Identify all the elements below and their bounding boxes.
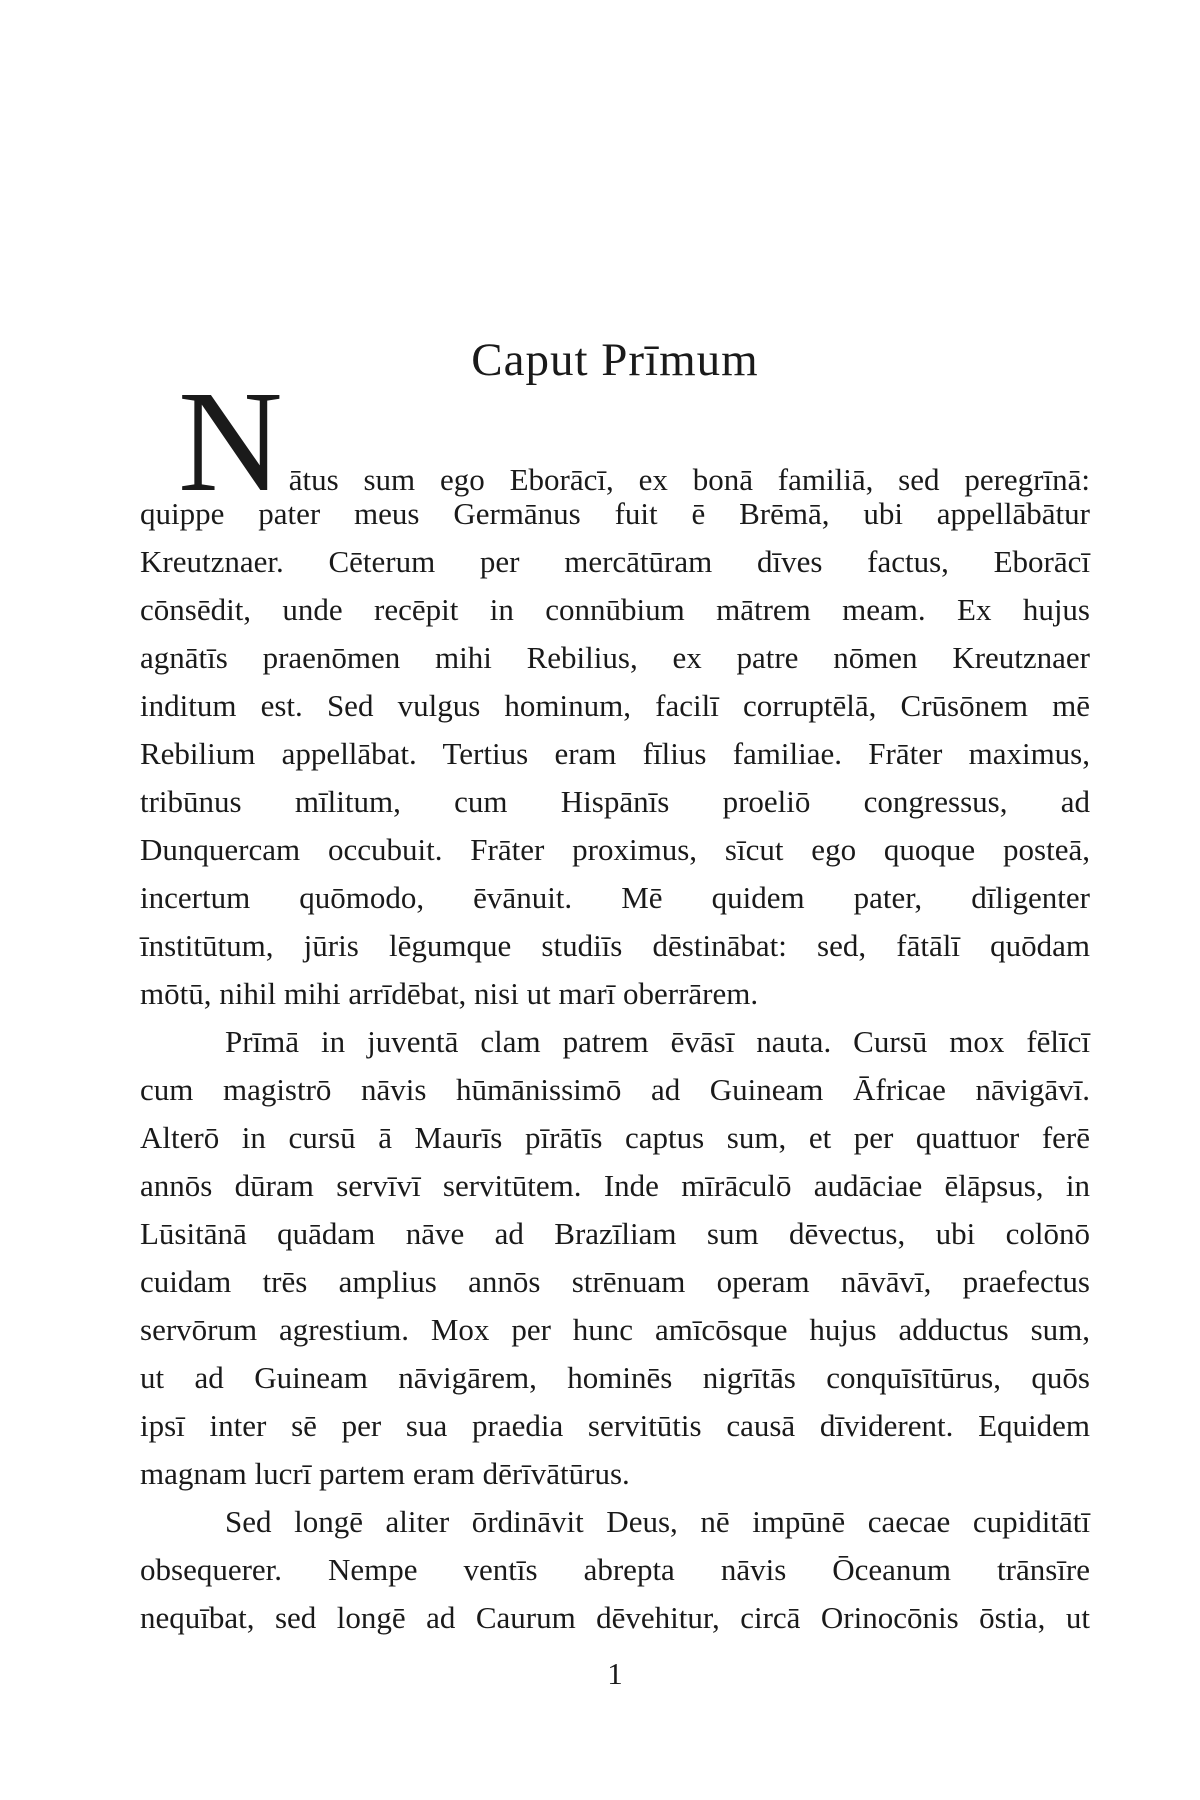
text-line: cuidam trēs amplius annōs strēnuam operam nāvāvī, praefectus — [140, 1264, 1090, 1299]
page-number: 1 — [607, 1656, 623, 1691]
text-line: nequībat, sed longē ad Caurum dēvehitur, circā Orinocōnis ōstia, ut — [140, 1600, 1090, 1635]
text-line: inditum est. Sed vulgus hominum, facilī corruptēlā, Crūsōnem mē — [140, 688, 1090, 723]
drop-cap-initial: N — [178, 362, 283, 522]
text-line: tribūnus mīlitum, cum Hispānīs proeliō congressus, ad — [140, 784, 1090, 819]
paragraph — [140, 1018, 1090, 1498]
body-text — [140, 362, 1090, 1642]
text-line: Prīmā in juventā clam patrem ēvāsī nauta. Cursū mox fēlīcī — [225, 1024, 1090, 1059]
text-line: Rebilium appellābat. Tertius eram fīlius familiae. Frāter maximus, — [140, 736, 1090, 771]
text-line: quippe pater meus Germānus fuit ē Brēmā, ubi appellābātur — [140, 496, 1090, 531]
text-line: annōs dūram servīvī servitūtem. Inde mīrāculō audāciae ēlāpsus, in — [140, 1168, 1090, 1203]
text-line: īnstitūtum, jūris lēgumque studiīs dēstinābat: sed, fātālī quōdam — [140, 928, 1090, 963]
text-line: Kreutznaer. Cēterum per mercātūram dīves factus, Eborācī — [140, 544, 1090, 579]
text-line: cum magistrō nāvis hūmānissimō ad Guineam Āfricae nāvigāvī. — [140, 1072, 1090, 1107]
text-line: Dunquercam occubuit. Frāter proximus, sīcut ego quoque posteā, — [140, 832, 1090, 867]
text-line: cōnsēdit, unde recēpit in connūbium mātrem meam. Ex hujus — [140, 592, 1090, 627]
paragraph — [140, 362, 1090, 1018]
text-line-content: ātus sum ego Eborācī, ex bonā familiā, sed peregrīnā: — [288, 462, 1090, 497]
text-line: agnātīs praenōmen mihi Rebilius, ex patre nōmen Kreutznaer — [140, 640, 1090, 675]
text-line: incertum quōmodo, ēvānuit. Mē quidem pater, dīligenter — [140, 880, 1090, 915]
chapter-title: Caput Prīmum — [471, 334, 759, 386]
text-line: Alterō in cursū ā Maurīs pīrātīs captus sum, et per quattuor ferē — [140, 1120, 1090, 1155]
text-line: Sed longē aliter ōrdināvit Deus, nē impūnē caecae cupiditātī — [225, 1504, 1090, 1539]
text-line: ut ad Guineam nāvigārem, hominēs nigrītās conquīsītūrus, quōs — [140, 1360, 1090, 1395]
paragraph — [140, 1498, 1090, 1642]
text-line: mōtū, nihil mihi arrīdēbat, nisi ut marī oberrārem. — [140, 976, 759, 1011]
text-line: servōrum agrestium. Mox per hunc amīcōsque hujus adductus sum, — [140, 1312, 1090, 1347]
text-line: Lūsitānā quādam nāve ad Brazīliam sum dēvectus, ubi colōnō — [140, 1216, 1090, 1251]
text-line: magnam lucrī partem eram dērīvātūrus. — [140, 1456, 630, 1491]
text-column — [140, 0, 1090, 1698]
text-line: ipsī inter sē per sua praedia servitūtis causā dīviderent. Equidem — [140, 1408, 1090, 1443]
text-line: obsequerer. Nempe ventīs abrepta nāvis Ōceanum trānsīre — [140, 1552, 1090, 1587]
